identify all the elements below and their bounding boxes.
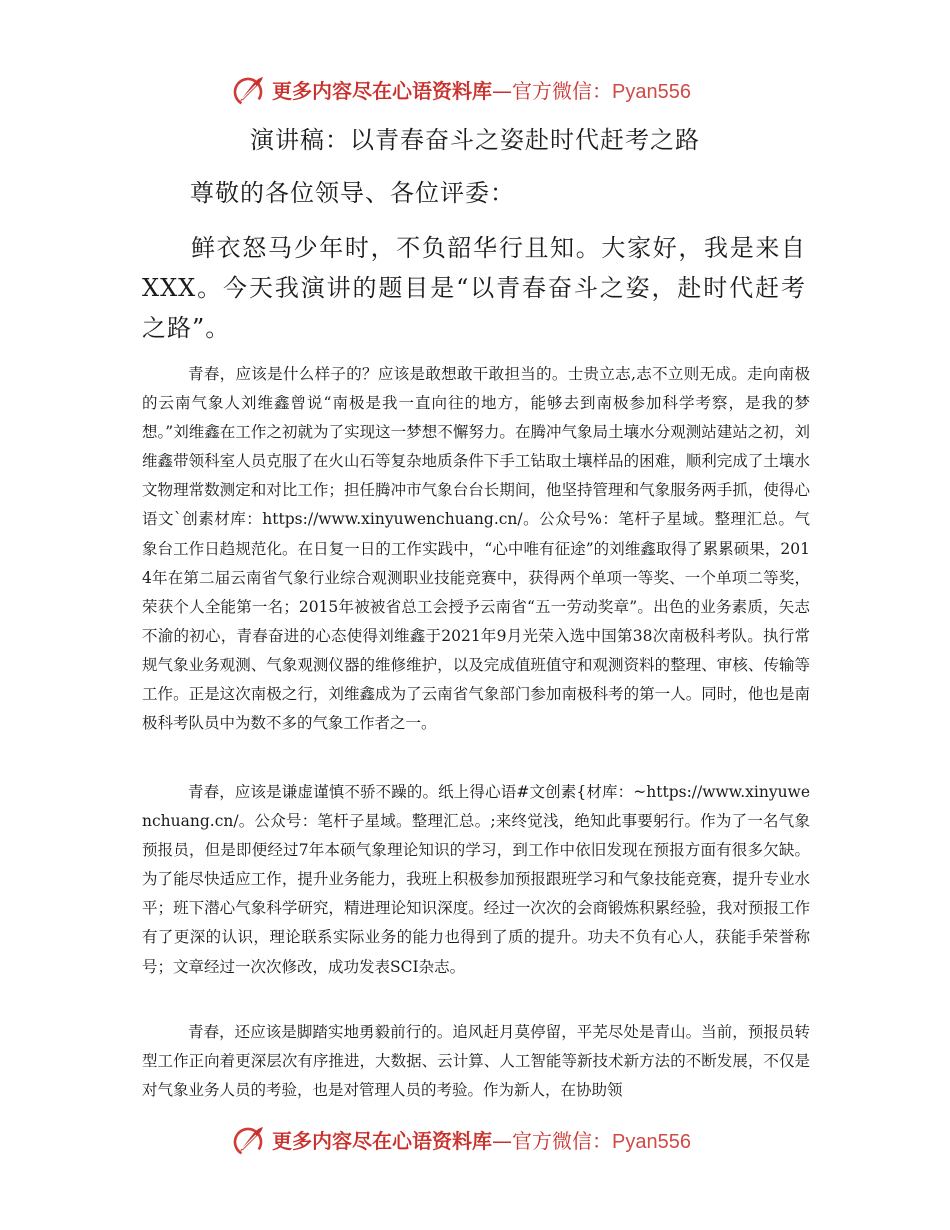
banner-wechat-label: 官方微信：: [512, 79, 612, 103]
salutation: 尊敬的各位领导、各位评委：: [190, 179, 515, 207]
quill-logo-icon: [232, 74, 266, 108]
speech-title: 演讲稿：以青春奋斗之姿赴时代赶考之路: [250, 126, 700, 154]
banner-main-text: 更多内容尽在心语资料库: [272, 1129, 492, 1153]
body-paragraph-1: 青春，应该是什么样子的？应该是敢想敢干敢担当的。士贵立志,志不立则无成。走向南极的云南气象人刘维鑫曾说“南极是我一直向往的地方，能够去到南极参加科学考察，是我的梦想。”刘维鑫在工作之初就为了实现这一梦想不懈努力。在腾冲气象局土壤水分观测站建站之初，刘维鑫带领科室人员克服了在火山石等复杂地质条件下手工钻取土壤样品的困难，顺利完成了土壤水文物理常数测定和对比工作；担任腾冲市气象台台长期间，他坚持管理和气象服务两手抓，使得心语文`创素材库：https://www.xinyuwenchuang.cn/。公众号%：笔杆子星域。整理汇总。气象台工作日趋规范化。在日复一日的工作实践中，“心中唯有征途”的刘维鑫取得了累累硕果，2014年在第二届云南省气象行业综合观测职业技能竞赛中，获得两个单项一等奖、一个单项二等奖，荣获个人全能第一名；2015年被被省总工会授予云南省“五一劳动奖章”。出色的业务素质，矢志不渝的初心，青春奋进的心态使得刘维鑫于2021年9月光荣入选中国第38次南极科考队。执行常规气象业务观测、气象观测仪器的维修维护，以及完成值班值守和观测资料的整理、审核、传输等工作。正是这次南极之行，刘维鑫成为了云南省气象部门参加南极科考的第一人。同时，他也是南极科考队员中为数不多的气象工作者之一。: [142, 365, 810, 733]
quill-logo-icon: [232, 1124, 266, 1158]
banner-main-text: 更多内容尽在心语资料库: [272, 79, 492, 103]
banner-wechat-id: Pyan556: [612, 1131, 691, 1153]
bottom-watermark-banner: [0, 1122, 950, 1162]
banner-wechat-label: 官方微信：: [512, 1129, 612, 1153]
top-watermark-banner: [0, 72, 950, 112]
body-paragraph-2: 青春，应该是谦虚谨慎不骄不躁的。纸上得心语#文创素{材库：~https://www.xinyuwenchuang.cn/。公众号：笔杆子星域。整理汇总。;来终觉浅，绝知此事要躬行。作为了一名气象预报员，但是即便经过7年本硕气象理论知识的学习，到工作中依旧发现在预报方面有很多欠缺。为了能尽快适应工作，提升业务能力，我班上积极参加预报跟班学习和气象技能竞赛，提升专业水平；班下潜心气象科学研究，精进理论知识深度。经过一次次的会商锻炼积累经验，我对预报工作有了更深的认识，理论联系实际业务的能力也得到了质的提升。功夫不负有心人，获能手荣誉称号；文章经过一次次修改，成功发表SCI杂志。: [142, 783, 810, 976]
banner-text: [272, 1128, 691, 1155]
lead-paragraph: 鲜衣怒马少年时，不负韶华行且知。大家好，我是来自XXX。今天我演讲的题目是“以青春奋斗之姿，赴时代赶考之路”。: [142, 234, 806, 342]
banner-text: [272, 78, 691, 105]
body-paragraph-3: 青春，还应该是脚踏实地勇毅前行的。追风赶月莫停留，平芜尽处是青山。当前，预报员转型工作正向着更深层次有序推进，大数据、云计算、人工智能等新技术新方法的不断发展，不仅是对气象业务人员的考验，也是对管理人员的考验。作为新人，在协助领: [142, 1023, 810, 1100]
banner-separator: —: [492, 1129, 512, 1153]
banner-separator: —: [492, 79, 512, 103]
banner-wechat-id: Pyan556: [612, 81, 691, 103]
